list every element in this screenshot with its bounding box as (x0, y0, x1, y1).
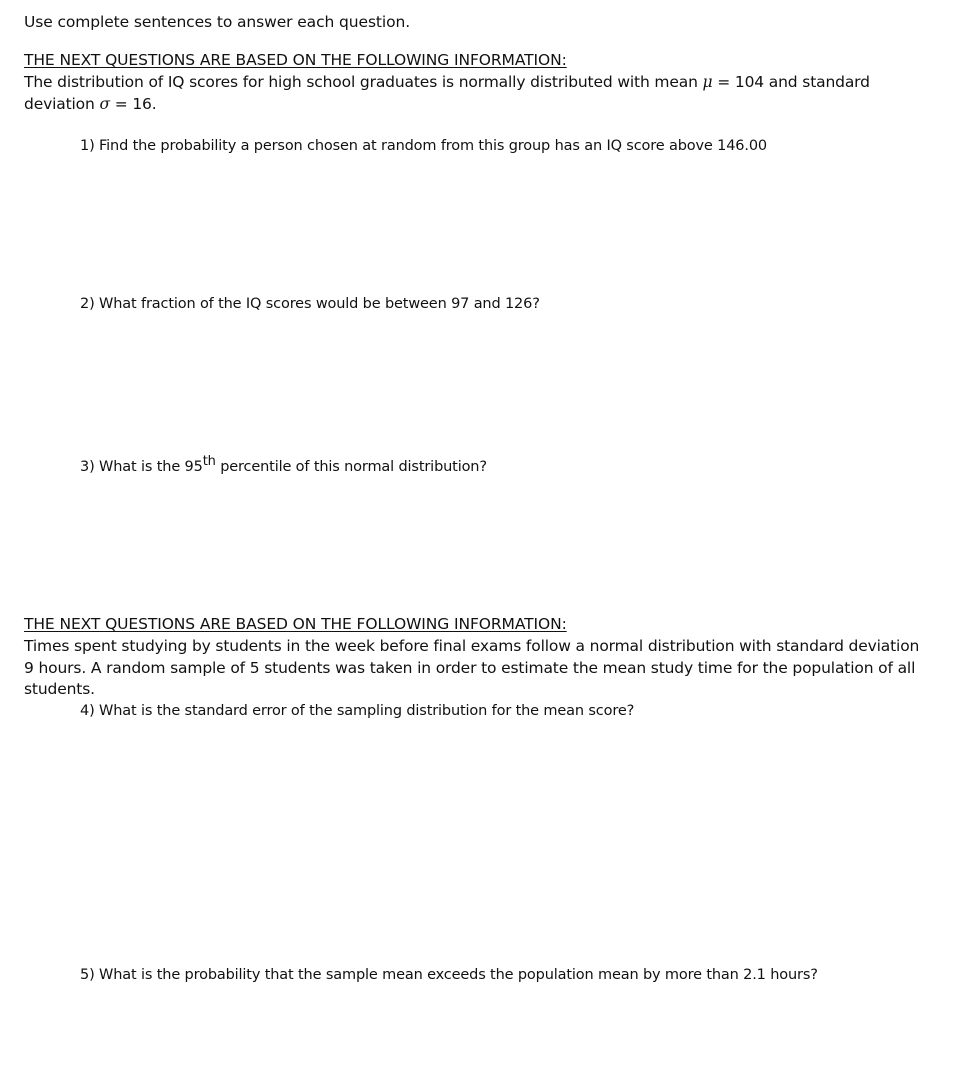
question-3-text-a: 3) What is the 95 (80, 459, 203, 475)
question-3 (80, 454, 487, 475)
question-5: 5) What is the probability that the sample mean exceeds the population mean by more than 2.1 hours? (80, 967, 818, 983)
question-2: 2) What fraction of the IQ scores would be between 97 and 126? (80, 296, 540, 312)
instructions-text: Use complete sentences to answer each question. (24, 13, 411, 31)
question-3-superscript: th (202, 454, 216, 469)
mu-symbol: μ (702, 73, 713, 91)
section-2-info: Times spent studying by students in the week before final exams follow a normal distribution with standard deviation 9 hours. A random sample of 5 students was taken in order to estimate the mean study time for the population of all students. (24, 637, 920, 698)
section-1-info-text-b: = 104 and standard deviation (24, 73, 870, 113)
question-4: 4) What is the standard error of the sampling distribution for the mean score? (80, 703, 635, 719)
section-1-info-text-a: The distribution of IQ scores for high school graduates is normally distributed with mean (24, 73, 703, 91)
section-1-info-text-c: = 16. (109, 94, 157, 113)
question-1: 1) Find the probability a person chosen at random from this group has an IQ score above 146.00 (80, 138, 767, 154)
section-1-heading: THE NEXT QUESTIONS ARE BASED ON THE FOLLOWING INFORMATION: (24, 51, 567, 69)
section-2-heading: THE NEXT QUESTIONS ARE BASED ON THE FOLLOWING INFORMATION: (24, 615, 567, 633)
sigma-symbol: σ (99, 94, 110, 113)
section-1-info (24, 72, 929, 115)
question-3-text-b: percentile of this normal distribution? (215, 459, 487, 475)
